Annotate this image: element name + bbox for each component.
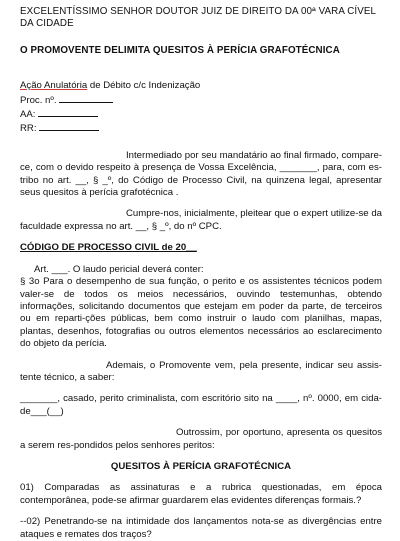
rr-label: RR:	[20, 123, 37, 135]
nomination-paragraph: Ademais, o Promovente vem, pela presente, indicar seu assis-tente técnico, a saber:	[20, 359, 382, 383]
action-rest: de Débito c/c Indenização	[87, 80, 201, 92]
action-line	[20, 80, 382, 92]
proc-blank	[59, 93, 113, 103]
cpc-heading: CÓDIGO DE PROCESSO CIVIL de 20__	[20, 242, 197, 254]
proc-label: Proc. nº.	[20, 94, 57, 106]
intro-paragraph: Intermediado por seu mandatário ao final firmado, compare-ce, com o devido respeito à presença de Vossa Excelência, _______, para, com es-tribo no art. __, § _º, do Código de Processo Civil, na quinzena legal, apresentar seus quesitos à perícia grafotécnica .	[20, 149, 382, 199]
rr-line	[20, 121, 382, 135]
questions-intro: Outrossim, por oportuno, apresenta os quesitos a serem res-pondidos pelos senhores peritos:	[20, 427, 382, 451]
aa-label: AA:	[20, 109, 36, 121]
rr-blank	[39, 121, 99, 131]
cpc-article: Art. ___. O laudo pericial deverá conter:	[34, 263, 204, 275]
addressee-heading: EXCELENTÍSSIMO SENHOR DOUTOR JUIZ DE DIREITO DA 00ª VARA CÍVEL DA CIDADE	[20, 6, 376, 30]
cpc-paragraph: § 3o Para o desempenho de sua função, o perito e os assistentes técnicos podem valer-se de todos os meios necessários, ouvindo testemunhas, obtendo informações, solicitando documentos que estejam em poder da parte, de terceiros ou em reparti-ções públicas, bem como instruir o laudo com planilhas, mapas, plantas, desenhos, fotografias ou outros elementos necessários ao esclarecimento do objeto da perícia.	[20, 276, 382, 350]
proc-line	[20, 93, 382, 107]
document-title: O PROMOVENTE DELIMITA QUESITOS À PERÍCIA GRAFOTÉCNICA	[20, 44, 340, 56]
action-title: Ação Anulatória	[20, 80, 88, 92]
aa-line	[20, 107, 382, 121]
aa-blank	[38, 107, 98, 117]
question-01: 01) Comparadas as assinaturas e a rubrica questionadas, em época contemporânea, pode-se afirmar guardarem elas evidentes diferenças formais.?	[20, 482, 382, 506]
question-02: --02) Penetrando-se na intimidade dos lançamentos nota-se as divergências entre ataques e remates dos traços?	[20, 516, 382, 540]
request-paragraph: Cumpre-nos, inicialmente, pleitear que o expert utilize-se da faculdade expressa no art. __, § _º, do nº CPC.	[20, 208, 382, 232]
questions-heading: QUESITOS À PERÍCIA GRAFOTÉCNICA	[110, 460, 292, 472]
assistant-paragraph: _______, casado, perito criminalista, com escritório sito na ____, nº. 0000, em cida-de___(__)	[20, 393, 382, 417]
